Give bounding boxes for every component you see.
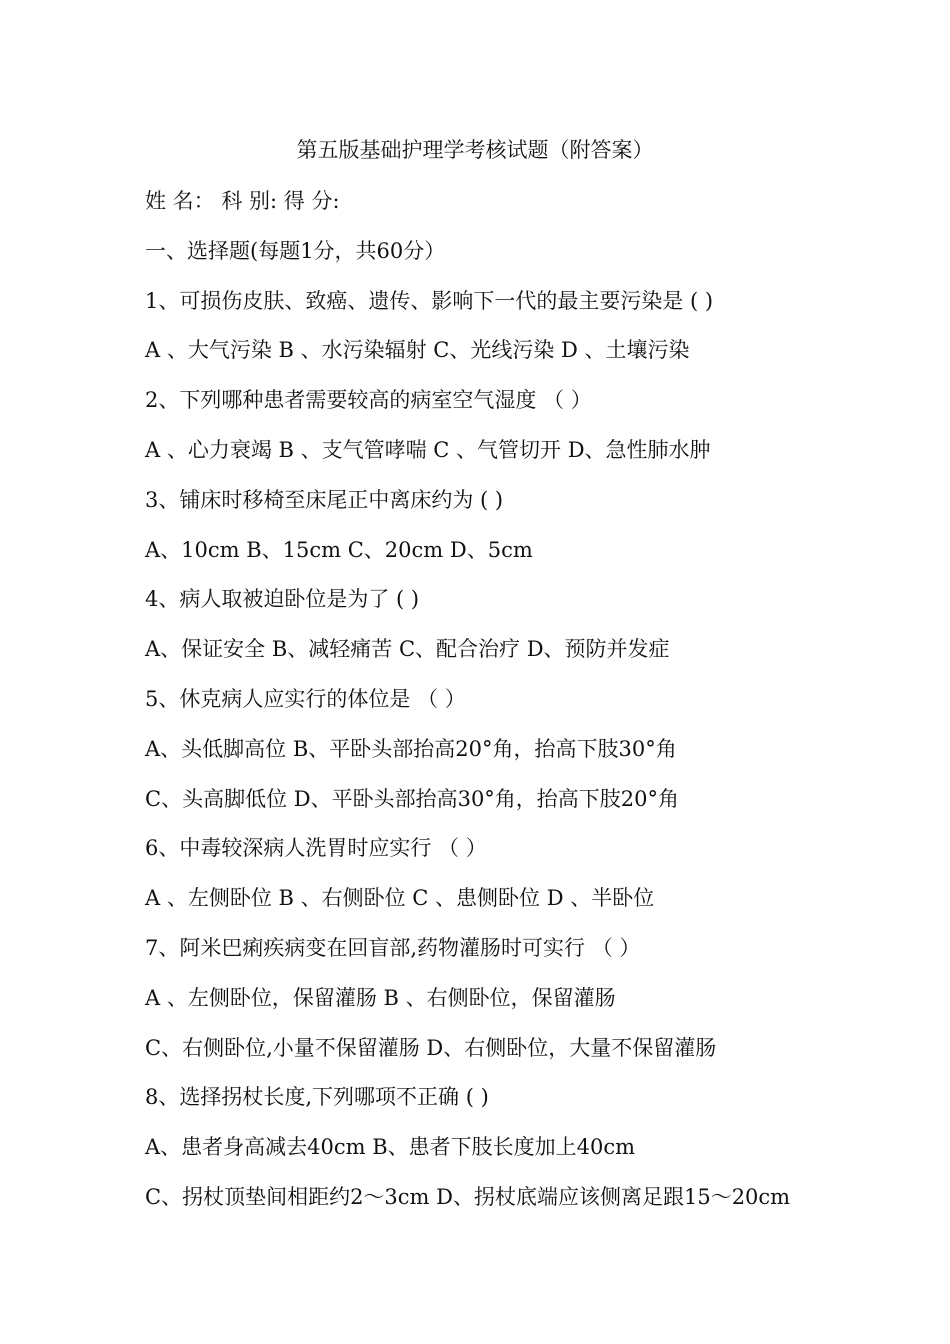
question-5-options-ab: A、头低脚高位 B、平卧头部抬高20°角，抬高下肢30°角: [145, 736, 677, 761]
question-4-options: A、保证安全 B、减轻痛苦 C、配合治疗 D、预防并发症: [145, 637, 670, 662]
document-title: 第五版基础护理学考核试题（附答案）: [296, 138, 654, 162]
question-3-options: A、10cm B、15cm C、20cm D、5cm: [145, 537, 533, 562]
question-8-options-cd: C、拐杖顶垫间相距约2～3cm D、拐杖底端应该侧离足跟15～20cm: [145, 1184, 791, 1209]
question-8: 8、选择拐杖长度,下列哪项不正确 ( ): [145, 1085, 489, 1110]
question-1: 1、可损伤皮肤、致癌、遗传、影响下一代的最主要污染是 ( ): [145, 288, 714, 313]
question-5: 5、休克病人应实行的体位是 （ ）: [145, 686, 466, 711]
question-3: 3、铺床时移椅至床尾正中离床约为 ( ): [145, 487, 504, 512]
info-line: 姓 名： 科 别: 得 分:: [145, 189, 340, 213]
question-6: 6、中毒较深病人洗胃时应实行 （ ）: [145, 836, 487, 861]
question-7: 7、阿米巴痢疾病变在回盲部,药物灌肠时可实行 （ ）: [145, 935, 641, 960]
section-heading: 一、选择题(每题1分，共60分）: [145, 238, 446, 263]
question-8-options-ab: A、患者身高减去40cm B、患者下肢长度加上40cm: [145, 1135, 636, 1160]
question-6-options: A 、左侧卧位 B 、右侧卧位 C 、患侧卧位 D 、半卧位: [145, 886, 655, 911]
question-7-options-cd: C、右侧卧位,小量不保留灌肠 D、右侧卧位，大量不保留灌肠: [145, 1035, 717, 1060]
question-4: 4、病人取被迫卧位是为了 ( ): [145, 587, 420, 612]
question-5-options-cd: C、头高脚低位 D、平卧头部抬高30°角，抬高下肢20°角: [145, 786, 680, 811]
question-2-options: A 、心力衰竭 B 、支气管哮喘 C 、气管切开 D、急性肺水肿: [145, 437, 711, 462]
document-body: [145, 187, 925, 1233]
question-2: 2、下列哪种患者需要较高的病室空气湿度 （ ）: [145, 388, 592, 413]
question-7-options-ab: A 、左侧卧位，保留灌肠 B 、右侧卧位，保留灌肠: [145, 985, 616, 1010]
question-1-options: A 、大气污染 B 、水污染辐射 C、光线污染 D 、土壤污染: [145, 338, 690, 363]
